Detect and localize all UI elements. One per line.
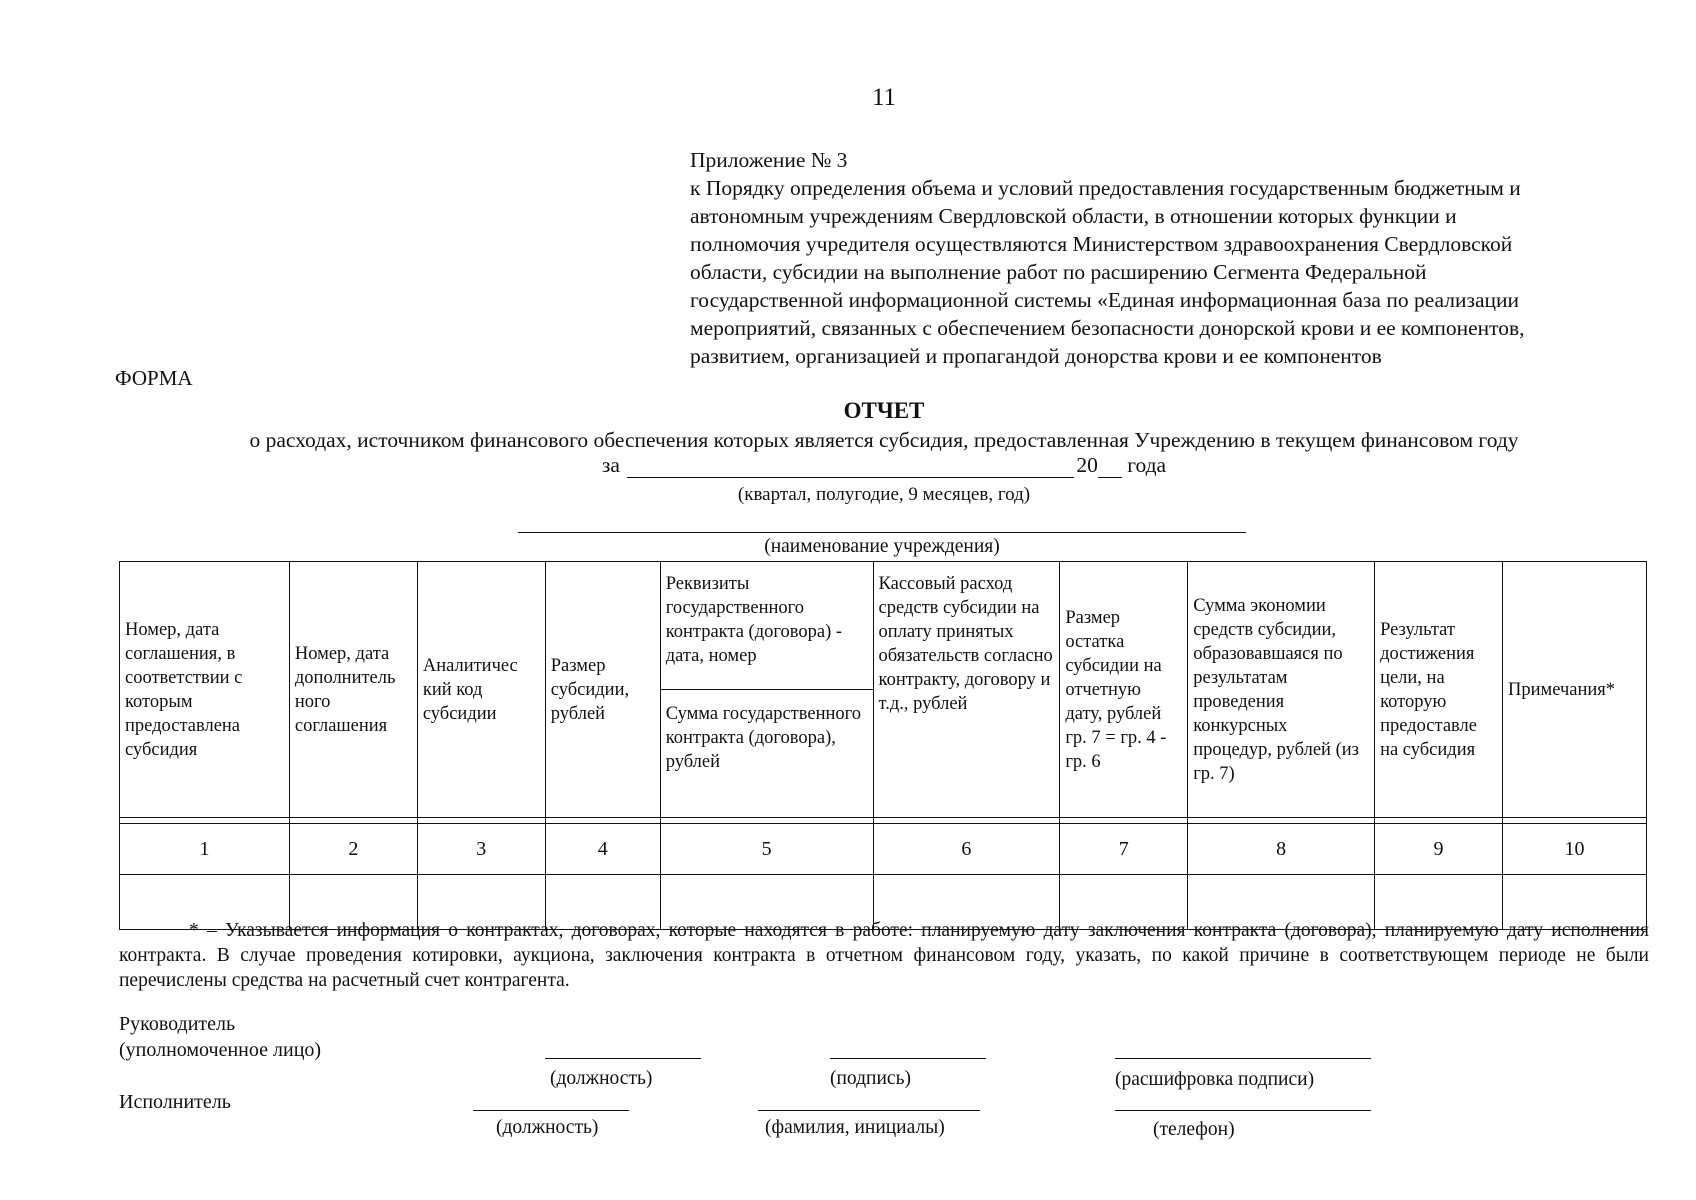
column-number: 2	[289, 824, 417, 875]
executor-label: Исполнитель	[119, 1091, 231, 1113]
col-header: Примечания*	[1503, 562, 1647, 818]
page-number: 11	[871, 84, 897, 111]
column-number: 6	[873, 824, 1060, 875]
column-number: 1	[120, 824, 290, 875]
org-name-hint: (наименование учреждения)	[764, 536, 1000, 557]
column-number: 4	[545, 824, 660, 875]
column-number: 7	[1060, 824, 1188, 875]
appendix-line: области, субсидии на выполнение работ по расширению Сегмента Федеральной	[690, 260, 1427, 284]
executor-phone-line[interactable]	[1115, 1110, 1371, 1111]
period-suffix: года	[1127, 453, 1167, 477]
appendix-line: мероприятий, связанных с обеспечением безопасности донорской крови и ее компонентов,	[690, 316, 1525, 340]
col-header: Сумма государственного контракта (договора), рублей	[665, 704, 862, 772]
col-header: Размер остатка субсидии на отчетную дату, рублей гр. 7 = гр. 4 - гр. 6	[1060, 562, 1188, 818]
period-blank[interactable]	[627, 455, 1074, 478]
head-position-hint: (должность)	[550, 1068, 653, 1089]
appendix-title: Приложение № 3	[690, 148, 848, 172]
col-header: Номер, дата дополнитель ного соглашения	[289, 562, 417, 818]
col-header: Номер, дата соглашения, в соответствии с которым предоставлена субсидия	[120, 562, 290, 818]
head-label-sub: (уполномоченное лицо)	[119, 1039, 322, 1061]
head-position-line[interactable]	[545, 1058, 701, 1059]
executor-position-line[interactable]	[473, 1110, 629, 1111]
appendix-line: к Порядку определения объема и условий предоставления государственным бюджетным и	[690, 176, 1521, 200]
column-number-row	[120, 824, 1647, 875]
column-number: 8	[1188, 824, 1375, 875]
column-number: 9	[1375, 824, 1503, 875]
col-header: Кассовый расход средств субсидии на оплату принятых обязательств согласно контракту, договору и т.д., рублей	[873, 562, 1060, 818]
head-signature-hint: (подпись)	[830, 1068, 911, 1089]
period-prefix: за	[601, 453, 620, 477]
form-label: ФОРМА	[115, 366, 193, 390]
col-header: Реквизиты государственного контракта (договора) - дата, номер	[661, 562, 873, 690]
report-subtitle: о расходах, источником финансового обеспечения которых является субсидия, предоставленная Учреждению в текущем финансовом году	[249, 428, 1519, 452]
appendix-line: развитием, организацией и пропагандой донорства крови и ее компонентов	[690, 344, 1382, 368]
executor-phone-hint: (телефон)	[1153, 1119, 1235, 1140]
executor-name-line[interactable]	[758, 1110, 980, 1111]
period-hint: (квартал, полугодие, 9 месяцев, год)	[737, 484, 1031, 505]
col-header: Размер субсидии, рублей	[545, 562, 660, 818]
appendix-block	[690, 146, 1650, 370]
col-header: Результат достижения цели, на которую предоставле на субсидия	[1375, 562, 1503, 818]
executor-name-hint: (фамилия, инициалы)	[765, 1117, 945, 1138]
col-header: Аналитичес кий код субсидии	[417, 562, 545, 818]
col-header-contract	[660, 562, 873, 818]
column-number: 10	[1503, 824, 1647, 875]
appendix-line: автономным учреждениям Свердловской области, в отношении которых функции и	[690, 204, 1457, 228]
column-number: 3	[417, 824, 545, 875]
table-header-row	[120, 562, 1647, 818]
head-label: Руководитель	[119, 1013, 236, 1035]
period-year: 20	[1076, 453, 1098, 477]
executor-position-hint: (должность)	[496, 1117, 599, 1138]
org-name-line[interactable]	[518, 532, 1246, 533]
head-decoding-hint: (расшифровка подписи)	[1115, 1069, 1315, 1090]
report-table	[119, 561, 1647, 930]
col-header: Сумма экономии средств субсидии, образовавшаяся по результатам проведения конкурсных процедур, рублей (из гр. 7)	[1188, 562, 1375, 818]
column-number: 5	[660, 824, 873, 875]
appendix-line: полномочия учредителя осуществляются Министерством здравоохранения Свердловской	[690, 232, 1513, 256]
head-signature-line[interactable]	[830, 1058, 986, 1059]
year-blank[interactable]	[1098, 455, 1122, 478]
appendix-line: государственной информационной системы «Единая информационная база по реализации	[690, 288, 1520, 312]
report-title: ОТЧЕТ	[843, 398, 925, 423]
footnote: * – Указывается информация о контрактах, договорах, которые находятся в работе: планируемую дату заключения контракта (договора), планируемую дату исполнения контракта. В случае проведения котировки, аукциона, заключения контракта в отчетном финансовом году, указать, по какой причине в соответствующем периоде не были перечислены средства на расчетный счет контрагента.	[119, 920, 1649, 991]
head-decoding-line[interactable]	[1115, 1058, 1371, 1059]
period-line	[0, 453, 1696, 478]
